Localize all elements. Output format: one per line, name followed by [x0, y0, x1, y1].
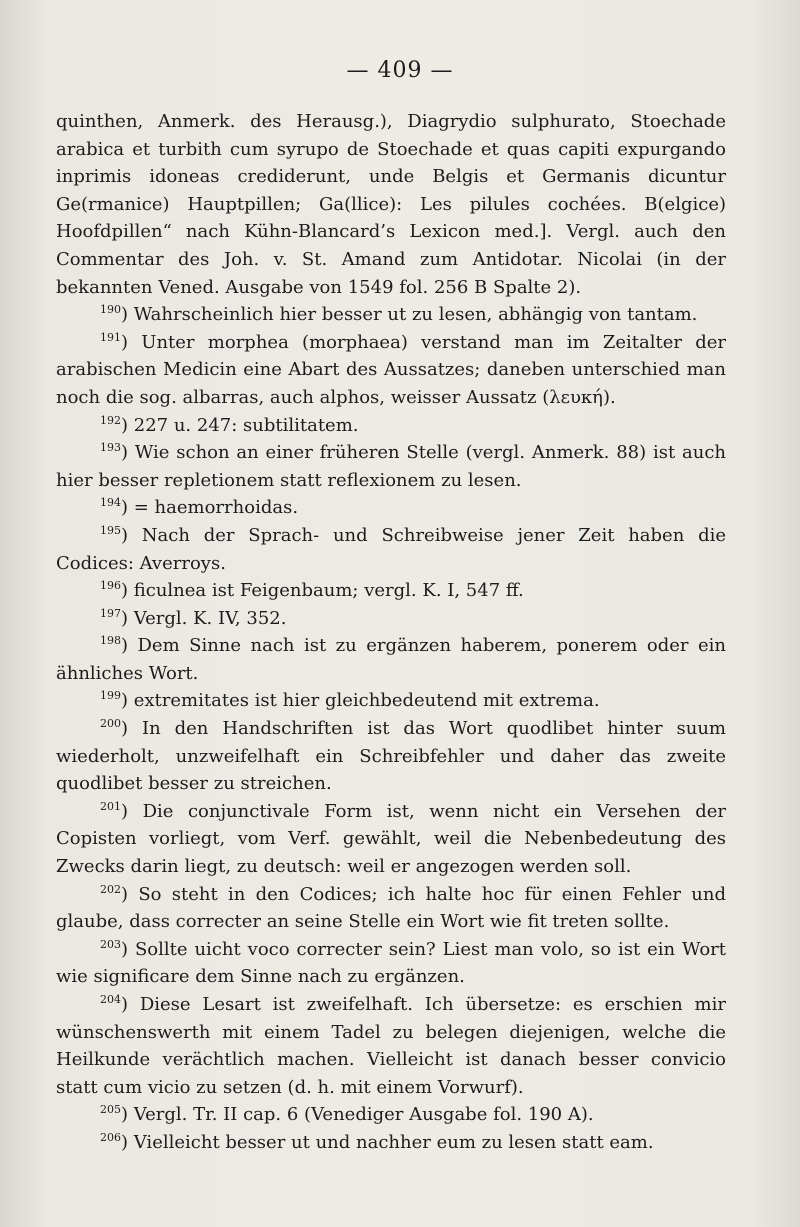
- page-number: — 409 —: [346, 58, 454, 83]
- footnote-text: 227 u. 247: subtilitatem.: [133, 414, 359, 436]
- footnote-paren: ): [121, 497, 134, 519]
- footnote-text: Die conjunctivale Form ist, wenn nicht ein Versehen der Copisten vorliegt, vom Verf. gewählt, weil die Nebenbedeutung des Zwecks darin liegt, zu deutsch: weil er angezogen werden soll.: [56, 800, 726, 878]
- footnote-paren: ): [121, 331, 142, 353]
- footnote-198: [56, 632, 726, 687]
- footnote-197: [56, 605, 726, 633]
- footnote-number: 201: [100, 799, 121, 813]
- footnote-paren: ): [121, 442, 135, 464]
- footnote-text: In den Handschriften ist das Wort quodlibet hinter suum wiederholt, unzweifelhaft ein Schreibfehler und daher das zweite quodlibet besser zu streichen.: [56, 718, 726, 795]
- footnote-190: [56, 301, 726, 329]
- footnote-paren: ): [121, 304, 134, 326]
- footnote-paren: ): [121, 635, 138, 657]
- footnote-number: 204: [100, 993, 121, 1006]
- footnote-201: [56, 798, 726, 881]
- footnote-number: 200: [100, 717, 121, 731]
- footnote-203: [56, 936, 726, 991]
- footnote-text: Sollte uicht voco correcter sein? Liest man volo, so ist ein Wort wie significare dem Sinne nach zu ergänzen.: [56, 938, 727, 988]
- footnote-204: [56, 991, 726, 1101]
- footnote-text: ficulnea ist Feigenbaum; vergl. K. I, 547 ff.: [133, 580, 524, 602]
- footnote-number: 194: [100, 496, 121, 510]
- footnote-text: Vergl. K. IV, 352.: [133, 607, 287, 629]
- footnote-number: 192: [100, 413, 121, 427]
- footnote-text: Unter morphea (morphaea) verstand man im Zeitalter der arabischen Medicin eine Abart des Aussatzes; daneben unterschied man noch die sog. albarras, auch alphos, weisser Aussatz (λευκή).: [56, 331, 726, 408]
- footnote-number: 203: [100, 937, 121, 951]
- footnote-text: So steht in den Codices; ich halte hoc für einen Fehler und glaube, dass correcter an seine Stelle ein Wort wie fit treten sollte.: [56, 883, 726, 933]
- footnote-number: 193: [100, 441, 121, 455]
- footnote-number: 195: [100, 523, 121, 537]
- footnote-number: 199: [100, 689, 121, 703]
- footnote-text: Wahrscheinlich hier besser ut zu lesen, abhängig von tantam.: [133, 304, 698, 326]
- footnote-list: [56, 301, 726, 1156]
- footnote-paren: ): [121, 524, 142, 546]
- footnote-194: [56, 494, 726, 522]
- footnote-number: 206: [100, 1130, 121, 1144]
- footnote-paren: ): [121, 1131, 134, 1153]
- footnote-191: [56, 329, 726, 412]
- footnote-paren: ): [121, 938, 135, 960]
- footnote-text: Nach der Sprach- und Schreibweise jener Zeit haben die Codices: Averroys.: [56, 524, 726, 574]
- intro-paragraph: quinthen, Anmerk. des Herausg.), Diagrydio sulphurato, Stoechade arabica et turbith cum syrupo de Stoechade et quas capiti expurgando inprimis idoneas crediderunt, unde Belgis et Germanis dicuntur Ge(rmanice) Hauptpillen; Ga(llice): Les pilules cochées. B(elgice) Hoofdpillen“ nach Kühn-Blancard’s Lexicon med.]. Vergl. auch den Commentar des Joh. v. St. Amand zum Antidotar. Nicolai (in der bekannten Vened. Ausgabe von 1549 fol. 256 B Spalte 2).: [56, 111, 726, 298]
- footnote-paren: ): [121, 718, 142, 740]
- footnote-number: 198: [100, 634, 121, 648]
- footnote-205: [56, 1101, 726, 1129]
- footnote-paren: ): [121, 800, 143, 822]
- footnote-number: 196: [100, 579, 121, 593]
- footnote-202: [56, 881, 726, 936]
- footnote-text: Dem Sinne nach ist zu ergänzen haberem, ponerem oder ein ähnliches Wort.: [56, 635, 726, 684]
- footnote-paren: ): [121, 580, 134, 602]
- footnote-text: Vielleicht besser ut und nachher eum zu lesen statt eam.: [133, 1131, 654, 1153]
- footnote-number: 191: [100, 330, 121, 344]
- footnote-paren: ): [121, 607, 134, 629]
- footnote-text: = haemorrhoidas.: [133, 497, 299, 519]
- footnote-paren: ): [121, 690, 134, 712]
- footnote-193: [56, 439, 726, 494]
- footnote-number: 197: [100, 606, 121, 620]
- footnote-text: Wie schon an einer früheren Stelle (vergl. Anmerk. 88) ist auch hier besser repletionem statt reflexionem zu lesen.: [56, 442, 726, 491]
- footnote-number: 202: [100, 882, 121, 896]
- footnote-paren: ): [121, 414, 134, 436]
- footnote-text: extremitates ist hier gleichbedeutend mit extrema.: [133, 690, 600, 712]
- footnote-paren: ): [121, 883, 139, 905]
- footnote-text: Vergl. Tr. II cap. 6 (Venediger Ausgabe fol. 190 A).: [133, 1104, 594, 1126]
- footnote-200: [56, 715, 726, 798]
- footnote-paren: ): [121, 994, 140, 1015]
- footnote-199: [56, 687, 726, 715]
- footnote-196: [56, 577, 726, 605]
- footnote-text: Diese Lesart ist zweifelhaft. Ich übersetze: es erschien mir wünschenswerth mit einem Tadel zu belegen diejenigen, welche die Heilkunde verächtlich machen. Vielleicht ist danach besser convicio statt cum vicio zu setzen (d. h. mit einem Vorwurf).: [56, 994, 726, 1098]
- footnote-number: 190: [100, 303, 121, 317]
- footnote-text-block: [56, 108, 726, 1157]
- footnote-195: [56, 522, 726, 577]
- footnote-paren: ): [121, 1104, 134, 1126]
- footnote-192: [56, 412, 726, 440]
- footnote-206: [56, 1129, 726, 1157]
- footnote-number: 205: [100, 1103, 121, 1117]
